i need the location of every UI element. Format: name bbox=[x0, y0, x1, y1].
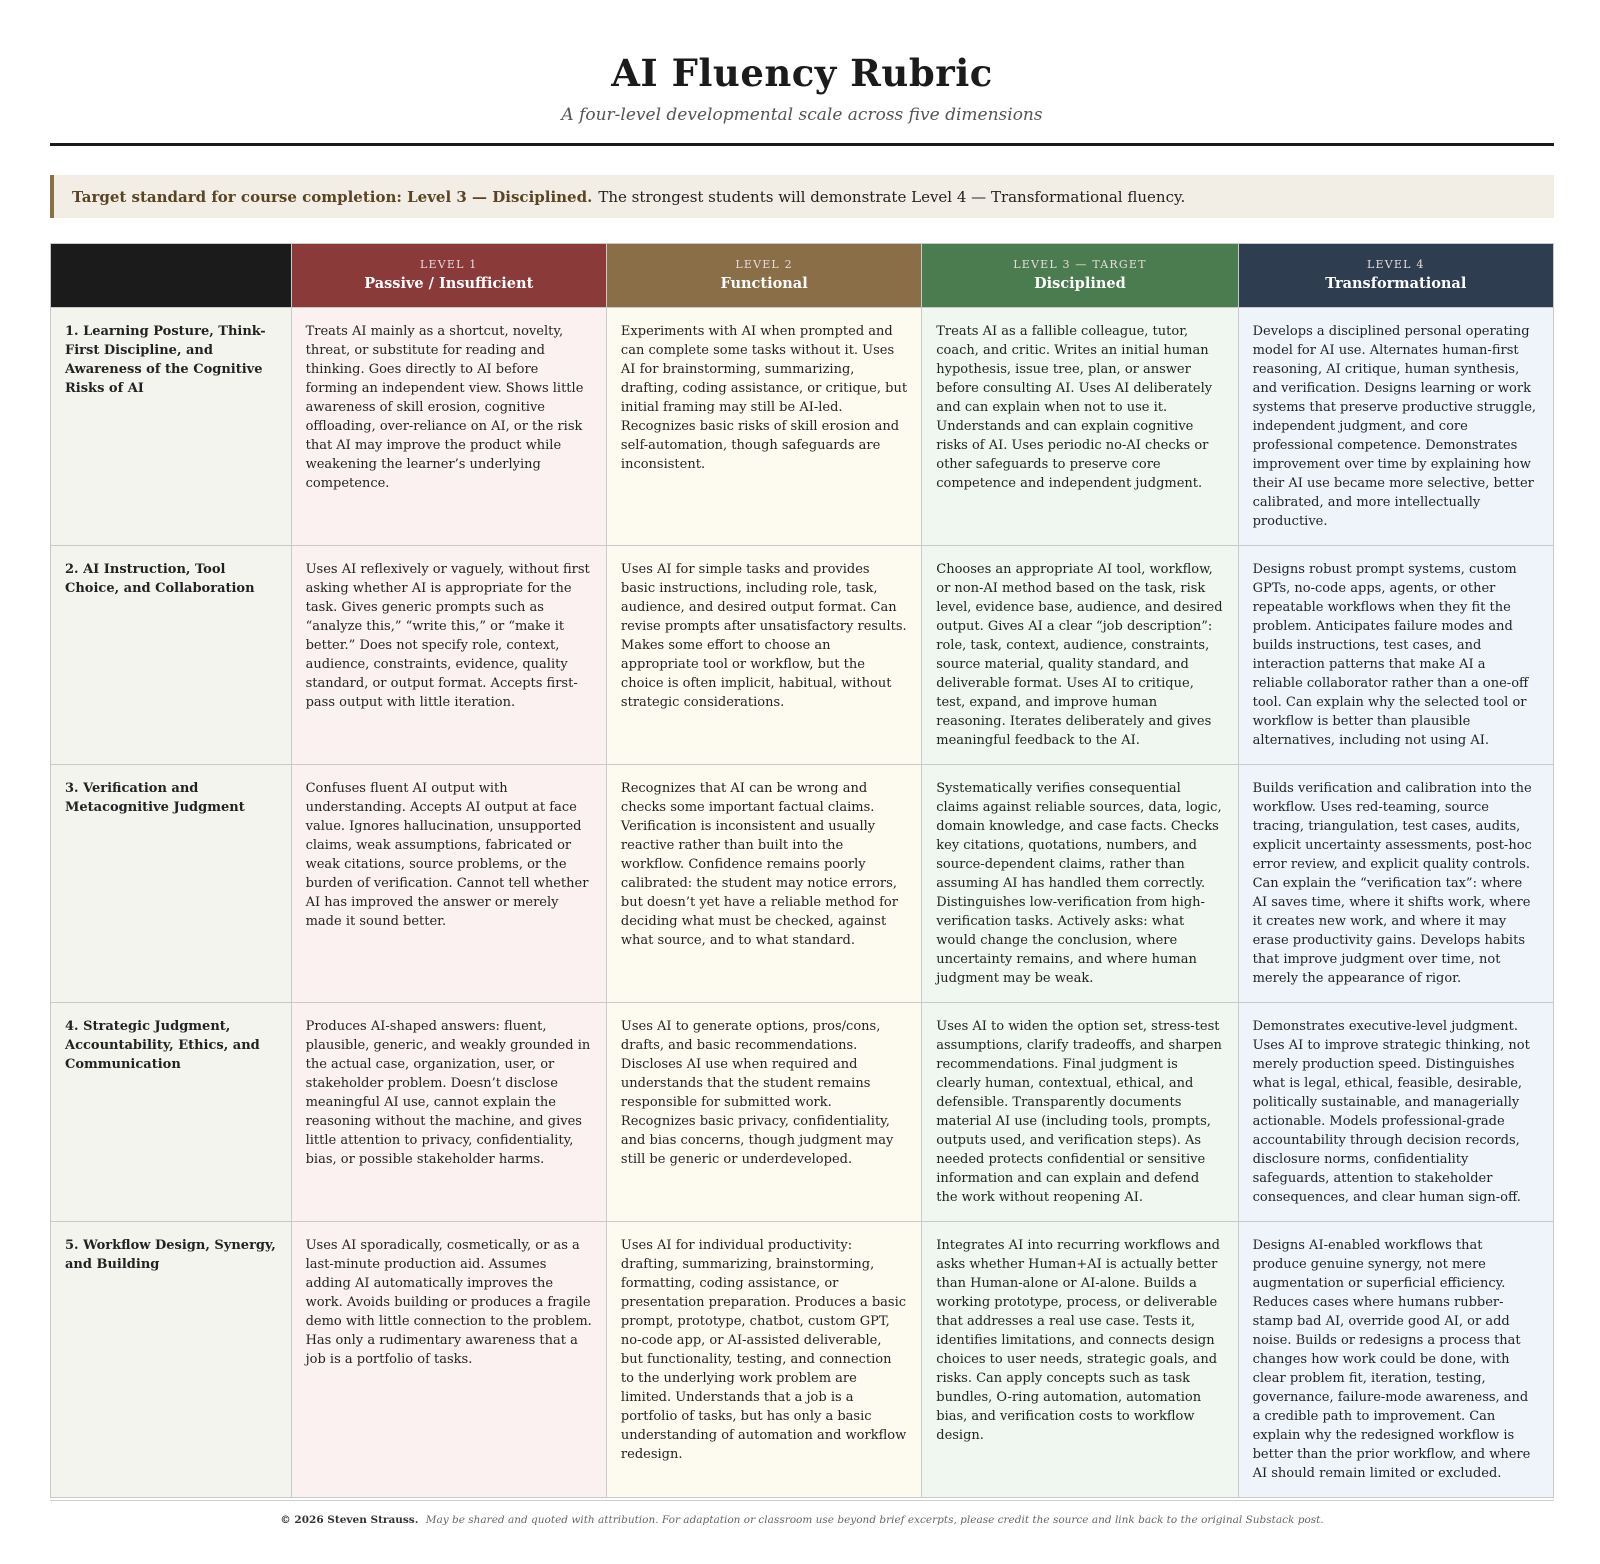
level-4-header bbox=[1238, 244, 1553, 308]
corner-header bbox=[51, 244, 292, 308]
level-4-cell: Demonstrates executive-level judgment. Uses AI to improve strategic thinking, not merely production speed. Distinguishes what is legal, ethical, feasible, desirable, politically sustainable, and managerially actionable. Models professional-grade accountability through decision records, disclosure norms, confidentiality safeguards, attention to stakeholder consequences, and clear human sign-off. bbox=[1238, 1003, 1553, 1222]
level-4-cell: Develops a disciplined personal operating model for AI use. Alternates human-first reasoning, AI critique, human synthesis, and verification. Designs learning or work systems that preserve productive struggle, independent judgment, and core professional competence. Demonstrates improvement over time by explaining how their AI use became more selective, better calibrated, and more intellectually productive. bbox=[1238, 308, 1553, 546]
rubric-page bbox=[50, 0, 1554, 1498]
footer-copyright: © 2026 Steven Strauss. bbox=[280, 1514, 419, 1526]
level-4-cell: Designs robust prompt systems, custom GPTs, no-code apps, agents, or other repeatable workflows when they fit the problem. Anticipates failure modes and builds instructions, test cases, and interaction patterns that make AI a reliable collaborator rather than a one-off tool. Can explain why the selected tool or workflow is better than plausible alternatives, including not using AI. bbox=[1238, 546, 1553, 765]
dimension-label: 1. Learning Posture, Think-First Discipline, and Awareness of the Cognitive Risks of AI bbox=[51, 308, 292, 546]
level-1-tag: LEVEL 1 bbox=[420, 258, 478, 271]
table-row bbox=[51, 1222, 1554, 1498]
level-4-name: Transformational bbox=[1325, 275, 1467, 292]
level-3-cell: Chooses an appropriate AI tool, workflow, or non-AI method based on the task, risk level, evidence base, audience, and desired output. Gives AI a clear “job description”: role, task, context, audience, constraints, source material, quality standard, and deliverable format. Uses AI to critique, test, expand, and improve human reasoning. Iterates deliberately and gives meaningful feedback to the AI. bbox=[922, 546, 1238, 765]
level-2-header bbox=[606, 244, 921, 308]
level-3-name: Disciplined bbox=[1034, 275, 1126, 292]
table-row bbox=[51, 546, 1554, 765]
level-1-cell: Produces AI-shaped answers: fluent, plausible, generic, and weakly grounded in the actual case, organization, user, or stakeholder problem. Doesn’t disclose meaningful AI use, cannot explain the reasoning without the machine, and gives little attention to privacy, confidentiality, bias, or possible stakeholder harms. bbox=[291, 1003, 606, 1222]
rubric-table bbox=[50, 243, 1554, 1498]
footer-divider bbox=[50, 1500, 1554, 1501]
table-row bbox=[51, 765, 1554, 1003]
callout-strong-text: Target standard for course completion: Level 3 — Disciplined. bbox=[72, 187, 593, 206]
footer bbox=[50, 1514, 1554, 1526]
target-standard-callout bbox=[50, 175, 1554, 218]
dimension-label: 2. AI Instruction, Tool Choice, and Collaboration bbox=[51, 546, 292, 765]
level-1-name: Passive / Insufficient bbox=[364, 275, 534, 292]
level-2-cell: Experiments with AI when prompted and can complete some tasks without it. Uses AI for brainstorming, summarizing, drafting, coding assistance, or critique, but initial framing may still be AI-led. Recognizes basic risks of skill erosion and self-automation, though safeguards are inconsistent. bbox=[606, 308, 921, 546]
level-3-tag: LEVEL 3 — TARGET bbox=[1013, 258, 1147, 271]
level-3-cell: Systematically verifies consequential claims against reliable sources, data, logic, domain knowledge, and case facts. Checks key citations, quotations, numbers, and source-dependent claims, rather than assuming AI has handled them correctly. Distinguishes low-verification from high-verification tasks. Actively asks: what would change the conclusion, where uncertainty remains, and where human judgment may be weak. bbox=[922, 765, 1238, 1003]
level-2-cell: Uses AI for individual productivity: drafting, summarizing, brainstorming, formatting, coding assistance, or presentation preparation. Produces a basic prompt, prototype, chatbot, custom GPT, no-code app, or AI-assisted deliverable, but functionality, testing, and connection to the underlying work problem are limited. Understands that a job is a portfolio of tasks, but has only a basic understanding of automation and workflow redesign. bbox=[606, 1222, 921, 1498]
table-row bbox=[51, 308, 1554, 546]
level-1-header bbox=[291, 244, 606, 308]
level-2-name: Functional bbox=[720, 275, 808, 292]
level-1-cell: Treats AI mainly as a shortcut, novelty, threat, or substitute for reading and thinking. Goes directly to AI before forming an independent view. Shows little awareness of skill erosion, cognitive offloading, over-reliance on AI, or the risk that AI may improve the product while weakening the learner’s underlying competence. bbox=[291, 308, 606, 546]
level-3-cell: Uses AI to widen the option set, stress-test assumptions, clarify tradeoffs, and sharpen recommendations. Final judgment is clearly human, contextual, ethical, and defensible. Transparently documents material AI use (including tools, prompts, outputs used, and verification steps). As needed protects confidential or sensitive information and can explain and defend the work without reopening AI. bbox=[922, 1003, 1238, 1222]
level-4-cell: Designs AI-enabled workflows that produce genuine synergy, not mere augmentation or superficial efficiency. Reduces cases where humans rubber-stamp bad AI, override good AI, or add noise. Builds or redesigns a process that changes how work could be done, with clear problem fit, iteration, testing, governance, failure-mode awareness, and a credible path to improvement. Can explain why the redesigned workflow is better than the prior workflow, and where AI should remain limited or excluded. bbox=[1238, 1222, 1553, 1498]
level-1-cell: Confuses fluent AI output with understanding. Accepts AI output at face value. Ignores hallucination, unsupported claims, weak assumptions, fabricated or weak citations, source problems, or the burden of verification. Cannot tell whether AI has improved the answer or merely made it sound better. bbox=[291, 765, 606, 1003]
level-1-cell: Uses AI reflexively or vaguely, without first asking whether AI is appropriate for the task. Gives generic prompts such as “analyze this,” “write this,” or “make it better.” Does not specify role, context, audience, constraints, evidence, quality standard, or output format. Accepts first-pass output with little iteration. bbox=[291, 546, 606, 765]
dimension-label: 3. Verification and Metacognitive Judgment bbox=[51, 765, 292, 1003]
page-title: AI Fluency Rubric bbox=[611, 51, 993, 95]
title-divider bbox=[50, 143, 1554, 146]
dimension-label: 5. Workflow Design, Synergy, and Building bbox=[51, 1222, 292, 1498]
level-4-tag: LEVEL 4 bbox=[1367, 258, 1425, 271]
level-2-cell: Uses AI to generate options, pros/cons, drafts, and basic recommendations. Discloses AI use when required and understands that the student remains responsible for submitted work. Recognizes basic privacy, confidentiality, and bias concerns, though judgment may still be generic or underdeveloped. bbox=[606, 1003, 921, 1222]
level-2-cell: Recognizes that AI can be wrong and checks some important factual claims. Verification is inconsistent and usually reactive rather than built into the workflow. Confidence remains poorly calibrated: the student may notice errors, but doesn’t yet have a reliable method for deciding what must be checked, against what source, and to what standard. bbox=[606, 765, 921, 1003]
dimension-label: 4. Strategic Judgment, Accountability, Ethics, and Communication bbox=[51, 1003, 292, 1222]
callout-text: The strongest students will demonstrate Level 4 — Transformational fluency. bbox=[598, 187, 1186, 206]
level-3-cell: Integrates AI into recurring workflows and asks whether Human+AI is actually better than Human-alone or AI-alone. Builds a working prototype, process, or deliverable that addresses a real use case. Tests it, identifies limitations, and connects design choices to user needs, strategic goals, and risks. Can apply concepts such as task bundles, O-ring automation, automation bias, and verification costs to workflow design. bbox=[922, 1222, 1238, 1498]
level-3-cell: Treats AI as a fallible colleague, tutor, coach, and critic. Writes an initial human hypothesis, issue tree, plan, or answer before consulting AI. Uses AI deliberately and can explain when not to use it. Understands and can explain cognitive risks of AI. Uses periodic no-AI checks or other safeguards to preserve core competence and independent judgment. bbox=[922, 308, 1238, 546]
level-2-cell: Uses AI for simple tasks and provides basic instructions, including role, task, audience, and desired output format. Can revise prompts after unsatisfactory results. Makes some effort to choose an appropriate tool or workflow, but the choice is often implicit, habitual, without strategic considerations. bbox=[606, 546, 921, 765]
footer-note: May be shared and quoted with attribution. For adaptation or classroom use beyond brief excerpts, please credit the source and link back to the original Substack post. bbox=[425, 1514, 1324, 1526]
level-1-cell: Uses AI sporadically, cosmetically, or as a last-minute production aid. Assumes adding AI automatically improves the work. Avoids building or produces a fragile demo with little connection to the problem. Has only a rudimentary awareness that a job is a portfolio of tasks. bbox=[291, 1222, 606, 1498]
header-row bbox=[51, 244, 1554, 308]
table-row bbox=[51, 1003, 1554, 1222]
level-3-header bbox=[922, 244, 1238, 308]
page-subtitle: A four-level developmental scale across five dimensions bbox=[561, 105, 1043, 125]
level-4-cell: Builds verification and calibration into the workflow. Uses red-teaming, source tracing, triangulation, test cases, audits, explicit uncertainty assessments, post-hoc error review, and explicit quality controls. Can explain the “verification tax”: where AI saves time, where it shifts work, where it creates new work, and where it may erase productivity gains. Develops habits that improve judgment over time, not merely the appearance of rigor. bbox=[1238, 765, 1553, 1003]
level-2-tag: LEVEL 2 bbox=[735, 258, 793, 271]
